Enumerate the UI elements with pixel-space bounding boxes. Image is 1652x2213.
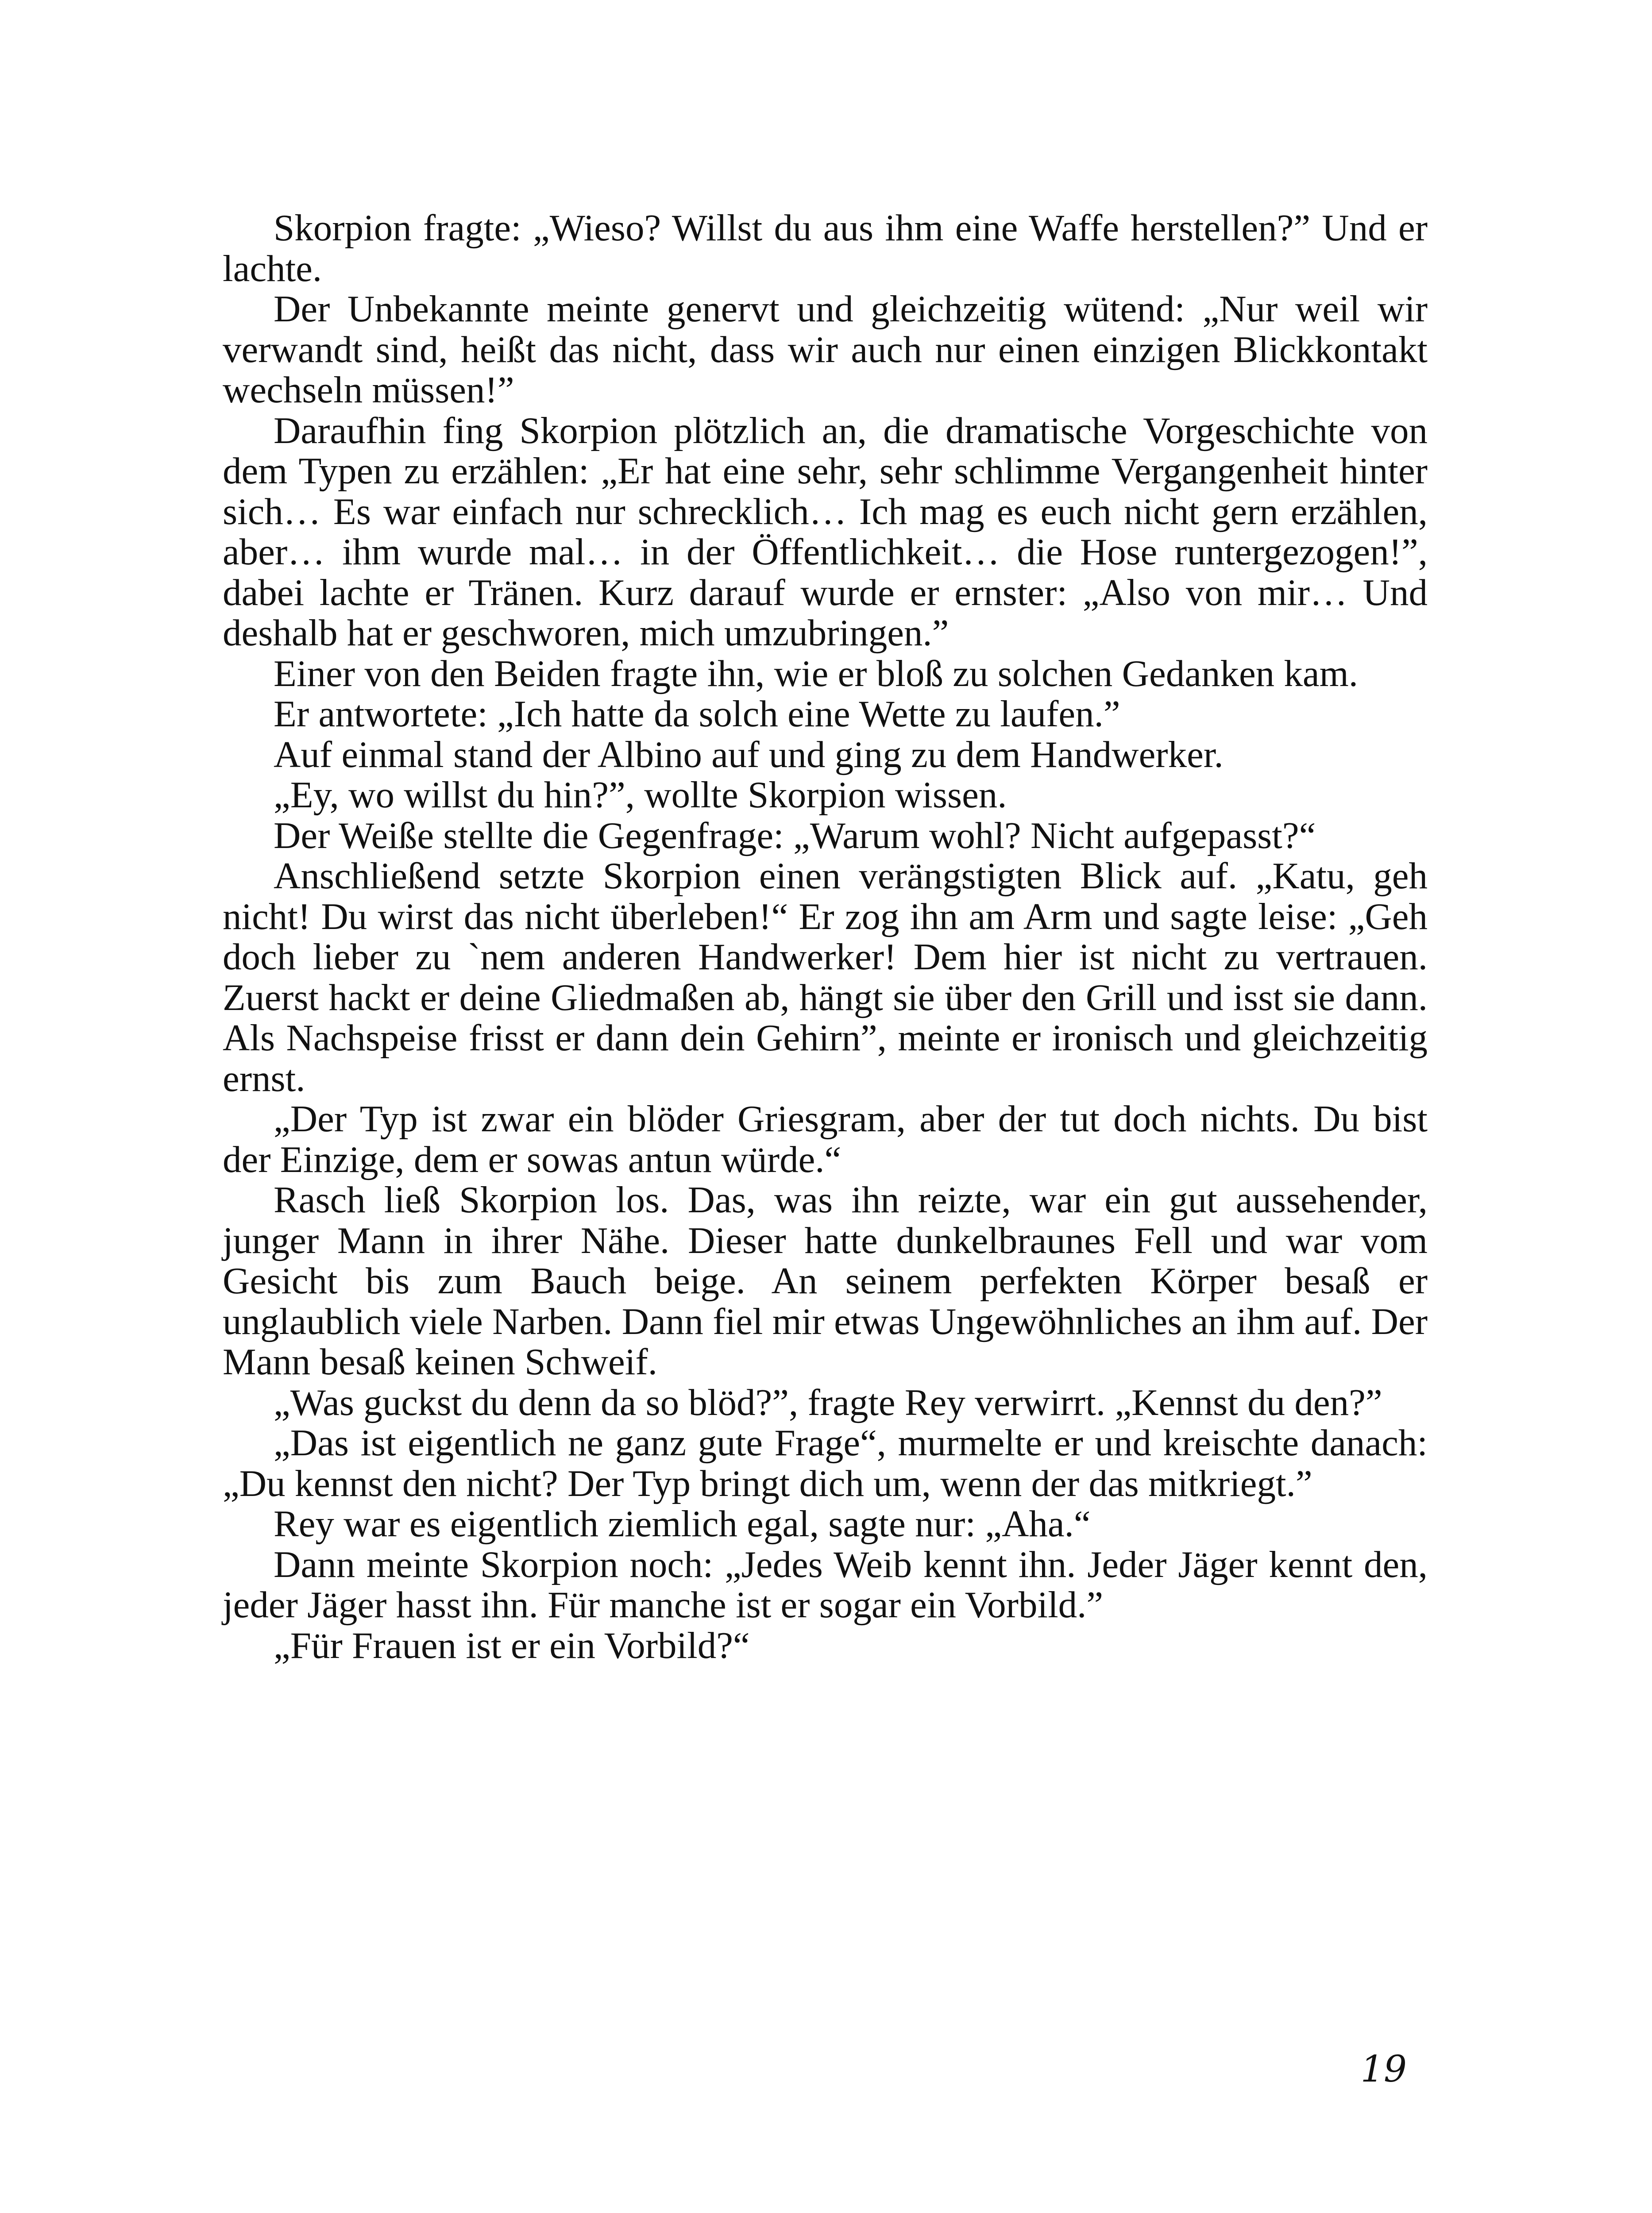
paragraph-2: Der Unbekannte meinte genervt und gleichzeitig wütend: „Nur weil wir verwandt sind, heißt das nicht, dass wir auch nur einen einzigen Blickkontakt wechseln müssen!” (223, 288, 1428, 411)
paragraph-16: „Für Frauen ist er ein Vorbild?“ (274, 1624, 750, 1666)
paragraph-7: „Ey, wo willst du hin?”, wollte Skorpion wissen. (274, 774, 1007, 816)
paragraph-11: Rasch ließ Skorpion los. Das, was ihn reizte, war ein gut aussehender, junger Mann in ihrer Nähe. Dieser hatte dunkelbraunes Fell und war vom Gesicht bis zum Bauch beige. An seinem perfekten Körper besaß er unglaublich viele Narben. Dann fiel mir etwas Ungewöhnliches an ihm auf. Der Mann besaß keinen Schweif. (223, 1179, 1428, 1383)
paragraph-15: Dann meinte Skorpion noch: „Jedes Weib kennt ihn. Jeder Jäger kennt den, jeder Jäger hasst ihn. Für manche ist er sogar ein Vorbild.” (223, 1543, 1428, 1626)
paragraph-6: Auf einmal stand der Albino auf und ging zu dem Handwerker. (274, 733, 1224, 775)
paragraph-12: „Was guckst du denn da so blöd?”, fragte Rey verwirrt. „Kennst du den?” (274, 1381, 1382, 1423)
paragraph-14: Rey war es eigentlich ziemlich egal, sagte nur: „Aha.“ (274, 1503, 1091, 1545)
paragraph-8: Der Weiße stellte die Gegenfrage: „Warum wohl? Nicht aufgepasst?“ (274, 814, 1316, 856)
paragraph-13: „Das ist eigentlich ne ganz gute Frage“, murmelte er und kreischte danach: „Du kennst den nicht? Der Typ bringt dich um, wenn der das mitkriegt.” (223, 1422, 1428, 1504)
paragraph-5: Er antwortete: „Ich hatte da solch eine Wette zu laufen.” (274, 693, 1120, 735)
body-text (223, 208, 1428, 1666)
paragraph-9: Anschließend setzte Skorpion einen verängstigten Blick auf. „Katu, geh nicht! Du wirst das nicht überleben!“ Er zog ihn am Arm und sagte leise: „Geh doch lieber zu `nem anderen Handwerker! Dem hier ist nicht zu vertrauen. Zuerst hackt er deine Gliedmaßen ab, hängt sie über den Grill und isst sie dann. Als Nachspeise frisst er dann dein Gehirn”, meinte er ironisch und gleichzeitig ernst. (223, 855, 1428, 1099)
paragraph-4: Einer von den Beiden fragte ihn, wie er bloß zu solchen Gedanken kam. (274, 652, 1359, 694)
paragraph-3: Daraufhin fing Skorpion plötzlich an, die dramatische Vorgeschichte von dem Typen zu erzählen: „Er hat eine sehr, sehr schlimme Vergangenheit hinter sich… Es war einfach nur schrecklich… Ich mag es euch nicht gern erzählen, aber… ihm wurde mal… in der Öffentlichkeit… die Hose runtergezogen!”, dabei lachte er Tränen. Kurz darauf wurde er ernster: „Also von mir… Und deshalb hat er geschworen, mich umzubringen.” (223, 409, 1428, 654)
paragraph-10: „Der Typ ist zwar ein blöder Griesgram, aber der tut doch nichts. Du bist der Einzige, dem er sowas antun würde.“ (223, 1098, 1428, 1180)
paragraph-1: Skorpion fragte: „Wieso? Willst du aus ihm eine Waffe herstellen?” Und er lachte. (223, 207, 1428, 289)
page-number: 19 (1360, 2048, 1407, 2090)
